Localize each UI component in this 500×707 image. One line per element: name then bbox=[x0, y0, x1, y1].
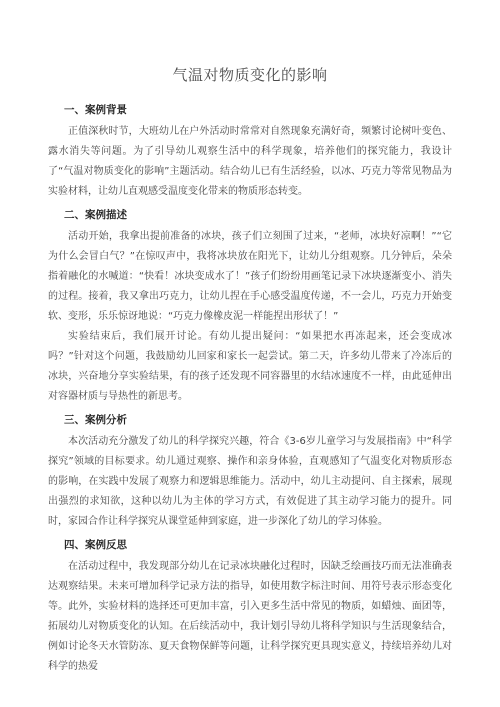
section-analysis bbox=[48, 411, 452, 532]
section-description bbox=[48, 206, 452, 407]
paragraph: 活动开始，我拿出提前准备的冰块，孩子们立刻围了过来，“老师，冰块好凉啊！”“它为什么会冒白气？”在惊叹声中，我将冰块放在阳光下，让幼儿分组观察。几分钟后，朵朵指着融化的水喊道：“快看！冰块变成水了！”孩子们纷纷用画笔记录下冰块逐渐变小、消失的过程。接着，我又拿出巧克力，让幼儿捏在手心感受温度传递，不一会儿，巧克力开始变软、变形，乐乐惊讶地说：“巧克力像橡皮泥一样能捏出形状了！” bbox=[48, 231, 452, 322]
paragraph: 在活动过程中，我发现部分幼儿在记录冰块融化过程时，因缺乏绘画技巧而无法准确表达观察结果。未来可增加科学记录方法的指导，如使用数字标注时间、用符号表示形态变化等。此外，实验材料的选择还可更加丰富，引入更多生活中常见的物质，如蜡烛、面团等，拓展幼儿对物质变化的认知。在后续活动中，我计划引导幼儿将科学知识与生活现象结合，例如讨论冬天水管防冻、夏天食物保鲜等问题，让科学探究更具现实意义，持续培养幼儿对科学的热爱 bbox=[48, 561, 452, 672]
paragraph: 正值深秋时节，大班幼儿在户外活动时常常对自然现象充满好奇，频繁讨论树叶变色、露水消失等问题。为了引导幼儿观察生活中的科学现象，培养他们的探究能力，我设计了“气温对物质变化的影响”主题活动。结合幼儿已有生活经验，以冰、巧克力等常见物品为实验材料，让幼儿直观感受温度变化带来的物质形态转变。 bbox=[48, 126, 452, 197]
section-heading: 四、案例反思 bbox=[64, 539, 127, 551]
paragraph: 实验结束后，我们展开讨论。有幼儿提出疑问：“如果把水再冻起来，还会变成冰吗？”针对这个问题，我鼓励幼儿回家和家长一起尝试。第二天，许多幼儿带来了冷冻后的冰块，兴奋地分享实验结果，有的孩子还发现不同容器里的水结冰速度不一样，由此延伸出对容器材质与导热性的新思考。 bbox=[48, 331, 452, 402]
section-heading: 二、案例描述 bbox=[64, 209, 127, 221]
section-heading: 一、案例背景 bbox=[64, 104, 127, 116]
document-title: 气温对物质变化的影响 bbox=[172, 66, 328, 84]
paragraph: 本次活动充分激发了幼儿的科学探究兴趣，符合《3-6岁儿童学习与发展指南》中“科学探究”领域的目标要求。幼儿通过观察、操作和亲身体验，直观感知了气温变化对物质形态的影响，在实践中发展了观察力和逻辑思维能力。活动中，幼儿主动提问、自主探索，展现出强烈的求知欲，这种以幼儿为主体的学习方式，有效促进了其主动学习能力的提升。同时，家园合作让科学探究从课堂延伸到家庭，进一步深化了幼儿的学习体验。 bbox=[48, 436, 452, 527]
section-reflection bbox=[48, 536, 452, 677]
section-background bbox=[48, 101, 452, 202]
section-heading: 三、案例分析 bbox=[64, 414, 127, 426]
